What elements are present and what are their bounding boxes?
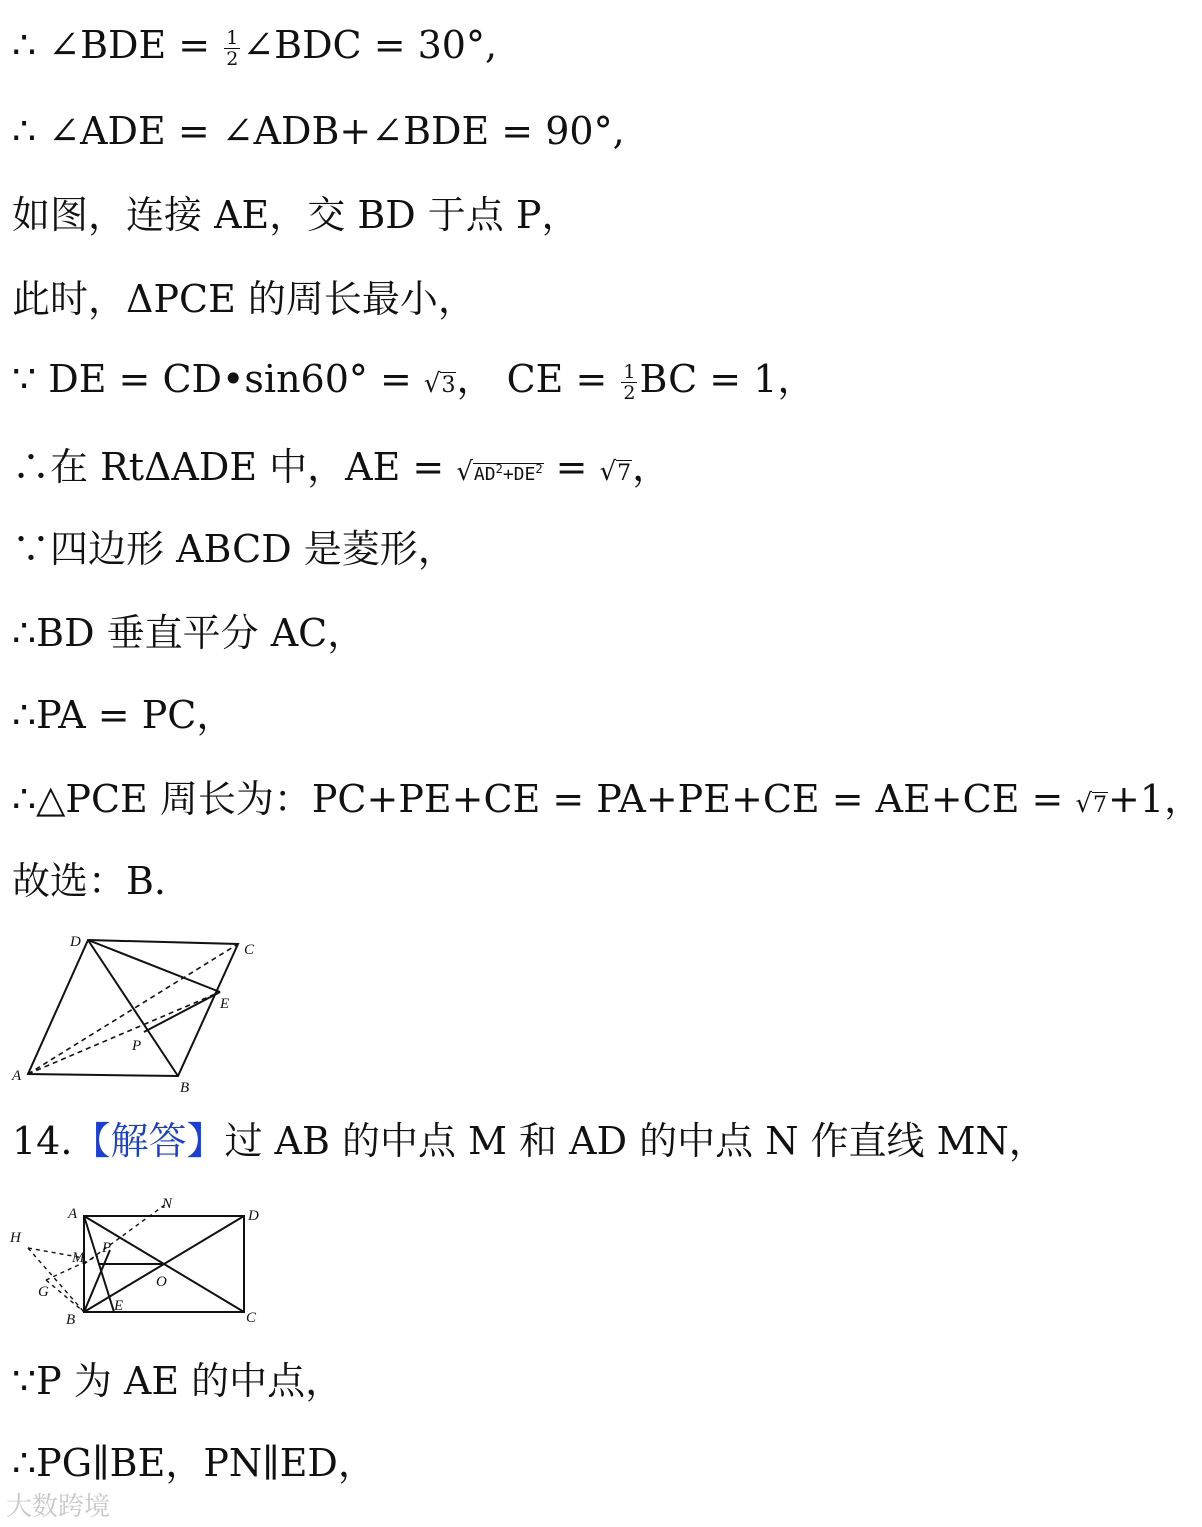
step-line-10 bbox=[12, 776, 1202, 829]
label-e: E bbox=[220, 996, 230, 1012]
step-line-9: ∴PA = PC， bbox=[12, 693, 235, 737]
step-text: +1， bbox=[1108, 777, 1202, 821]
label-n: N bbox=[162, 1196, 173, 1212]
label-o: O bbox=[156, 1274, 167, 1290]
label-g: G bbox=[38, 1284, 49, 1300]
segment-gb bbox=[46, 1280, 84, 1312]
rhombus-figure bbox=[8, 928, 270, 1098]
label-b: B bbox=[180, 1080, 190, 1096]
fraction-denominator: 2 bbox=[226, 48, 239, 70]
step-line-14: ∴PG∥BE，PN∥ED， bbox=[12, 1441, 376, 1485]
radicand: 3 bbox=[441, 373, 456, 398]
label-c: C bbox=[244, 942, 255, 958]
radicand-term: AD bbox=[473, 464, 496, 485]
step-line-1 bbox=[12, 22, 497, 69]
step-text: ， CE = bbox=[456, 357, 620, 401]
label-m: M bbox=[72, 1250, 85, 1266]
step-text: ∵ DE = CD•sin60° = bbox=[12, 357, 424, 401]
step-line-6 bbox=[12, 444, 670, 498]
fraction-numerator: 1 bbox=[623, 361, 636, 383]
label-d: D bbox=[70, 934, 81, 950]
label-c: C bbox=[246, 1310, 257, 1326]
sqrt-expression: √7 bbox=[599, 457, 632, 487]
label-b: B bbox=[66, 1312, 76, 1328]
step-line-12 bbox=[12, 1118, 1047, 1164]
segment-ep bbox=[144, 992, 220, 1032]
step-line-13: ∵P 为 AE 的中点， bbox=[12, 1359, 344, 1403]
step-line-4: 此时，ΔPCE 的周长最小， bbox=[12, 277, 476, 321]
step-line-8: ∴BD 垂直平分 AC， bbox=[12, 611, 366, 655]
step-text: ∴在 RtΔADE 中，AE = bbox=[12, 445, 457, 489]
step-text: ∴△PCE 周长为：PC+PE+CE = PA+PE+CE = AE+CE = bbox=[12, 777, 1076, 821]
fraction bbox=[621, 362, 637, 403]
radicand: 7 bbox=[1093, 793, 1108, 818]
segment-de bbox=[88, 940, 220, 992]
label-p: P bbox=[102, 1240, 112, 1256]
watermark: 大数跨境 bbox=[6, 1492, 111, 1522]
label-p: P bbox=[132, 1038, 142, 1054]
exponent: 2 bbox=[535, 462, 543, 476]
label-a: A bbox=[12, 1068, 22, 1084]
rectangle-figure bbox=[6, 1190, 276, 1336]
step-line-3: 如图，连接 AE，交 BD 于点 P， bbox=[12, 193, 580, 237]
label-a: A bbox=[68, 1206, 78, 1222]
radicand-term: +DE bbox=[502, 464, 536, 485]
step-line-5 bbox=[12, 356, 815, 409]
sqrt-expression: $√AD^2+DE^2$ bbox=[456, 457, 543, 487]
step-text: ∴ ∠BDE = bbox=[12, 23, 223, 67]
diagonal-bd bbox=[88, 940, 178, 1076]
step-text: BC = 1， bbox=[639, 357, 816, 401]
step-line-2: ∴ ∠ADE = ∠ADB+∠BDE = 90°, bbox=[12, 109, 625, 153]
step-text: ∠BDC = 30°, bbox=[242, 23, 498, 67]
step-text: ， bbox=[632, 445, 671, 489]
label-h: H bbox=[10, 1230, 21, 1246]
label-d: D bbox=[248, 1208, 259, 1224]
radicand: 7 bbox=[617, 461, 632, 486]
fraction-numerator: 1 bbox=[226, 27, 239, 49]
sqrt-expression: √3 bbox=[423, 369, 456, 399]
segment-ae bbox=[28, 992, 220, 1074]
step-line-11: 故选：B. bbox=[12, 859, 167, 903]
answer-tag: 【解答】 bbox=[72, 1119, 225, 1163]
fraction bbox=[224, 28, 240, 69]
sqrt-expression: √7 bbox=[1075, 789, 1108, 819]
label-e: E bbox=[114, 1298, 124, 1314]
step-line-7: ∵四边形 ABCD 是菱形， bbox=[12, 527, 456, 571]
radicand bbox=[473, 463, 544, 485]
exponent: 2 bbox=[495, 462, 503, 476]
question-number: 14. bbox=[12, 1119, 73, 1163]
step-text: 过 AB 的中点 M 和 AD 的中点 N 作直线 MN， bbox=[224, 1119, 1047, 1163]
fraction-denominator: 2 bbox=[623, 382, 636, 404]
step-text: = bbox=[543, 445, 600, 489]
